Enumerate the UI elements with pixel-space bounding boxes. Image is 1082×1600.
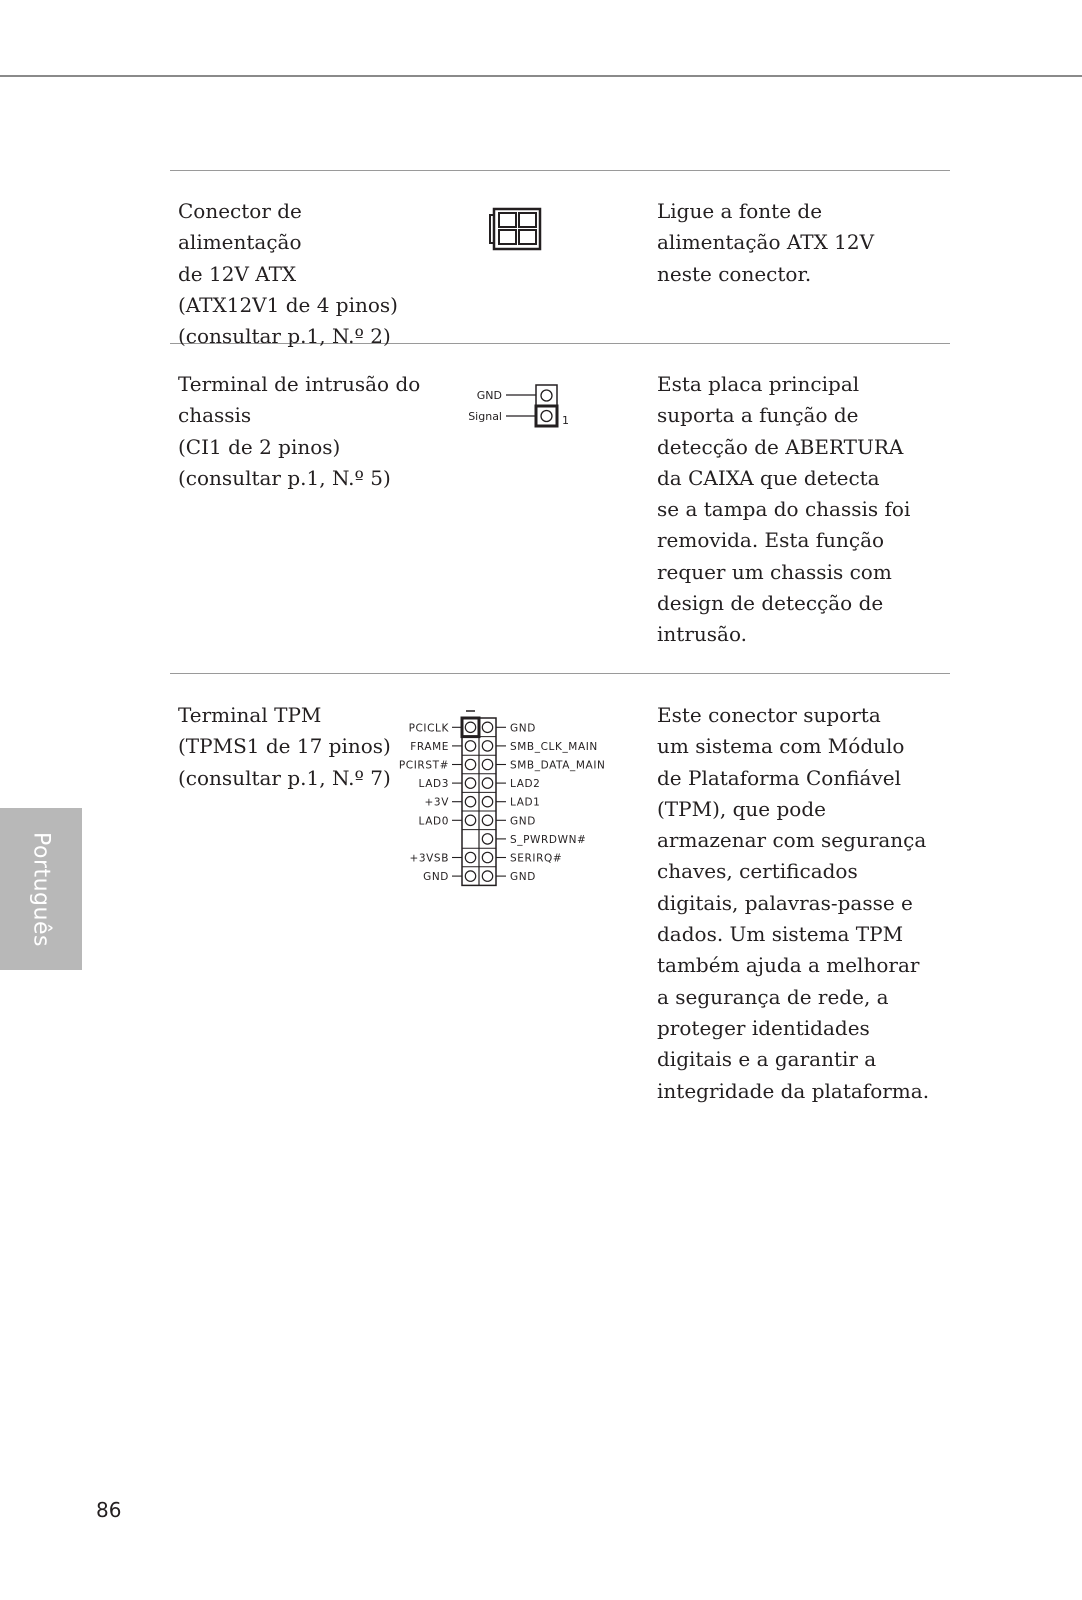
- tpm-pin-label-left: PCICLK: [408, 722, 449, 735]
- tpm-pin-label-right: SERIRQ#: [510, 852, 563, 865]
- tpm-pin: [465, 722, 475, 732]
- tpm-pin: [482, 778, 492, 788]
- tpm-pin-label-right: LAD1: [510, 796, 541, 809]
- connector-name-tpm: Terminal TPM (TPMS1 de 17 pinos) (consultar p.1, N.º 7): [178, 703, 391, 790]
- tpm-pin: [465, 797, 475, 807]
- tpm-17pin-header-diagram: [392, 710, 632, 892]
- tpm-pin: [482, 741, 492, 751]
- tpm-pin-label-right: LAD2: [510, 778, 541, 791]
- tpm-pin-label-left: GND: [423, 871, 449, 884]
- tpm-pin-label-left: FRAME: [410, 740, 449, 753]
- tpm-pin: [465, 741, 475, 751]
- chassis-intrusion-pin-diagram: [460, 382, 580, 434]
- tpm-pin: [465, 778, 475, 788]
- tpm-pin: [482, 815, 492, 825]
- tpm-pin-label-right: SMB_DATA_MAIN: [510, 759, 606, 772]
- tpm-pin: [482, 722, 492, 732]
- pin-label: GND: [476, 389, 502, 402]
- tpm-pin-label-left: PCIRST#: [398, 759, 449, 772]
- language-side-tab: [0, 808, 82, 970]
- table-rule: [170, 673, 950, 674]
- tpm-pin-label-right: GND: [510, 815, 536, 828]
- tpm-pin: [482, 759, 492, 769]
- tpm-pin: [465, 871, 475, 881]
- connector-description-chassis-intrusion: Esta placa principal suporta a função de detecção de ABERTURA da CAIXA que detecta se a tampa do chassis foi removida. Esta função requer um chassis com design de detecção de intrusão.: [657, 372, 911, 647]
- pin-label: Signal: [468, 410, 502, 423]
- connector-name-chassis-intrusion: Terminal de intrusão do chassis (CI1 de 2 pinos) (consultar p.1, N.º 5): [178, 372, 421, 490]
- tpm-pin-label-left: LAD3: [418, 778, 449, 791]
- connector-name-atx12v: Conector de alimentação de 12V ATX (ATX12V1 de 4 pinos) (consultar p.1, N.º 2): [178, 199, 398, 349]
- tpm-pin-label-right: S_PWRDWN#: [510, 833, 587, 846]
- connector-description-atx12v: Ligue a fonte de alimentação ATX 12V neste conector.: [657, 199, 875, 286]
- tpm-pin-label-right: GND: [510, 871, 536, 884]
- table-rule-top: [170, 170, 950, 171]
- tpm-pin: [482, 797, 492, 807]
- tpm-pin: [465, 815, 475, 825]
- tpm-pin: [482, 834, 492, 844]
- tpm-pin: [465, 852, 475, 862]
- tpm-pin: [482, 852, 492, 862]
- tpm-pin-label-left: +3V: [424, 796, 449, 809]
- tpm-pin-label-right: SMB_CLK_MAIN: [510, 740, 598, 753]
- tpm-pin-label-left: LAD0: [418, 815, 449, 828]
- tpm-pin: [482, 871, 492, 881]
- tpm-pin-label-left: +3VSB: [409, 852, 449, 865]
- tpm-pin: [465, 759, 475, 769]
- atx12v-4pin-connector-diagram: [488, 207, 544, 253]
- pin1-label: 1: [562, 414, 569, 427]
- tpm-pin-label-right: GND: [510, 722, 536, 735]
- header-rule: [0, 75, 1082, 77]
- connector-description-tpm: Este conector suporta um sistema com Módulo de Plataforma Confiável (TPM), que pode armazenar com segurança chaves, certificados digitais, palavras-passe e dados. Um sistema TPM também ajuda a melhorar a segurança de rede, a proteger identidades digitais e a garantir a integridade da plataforma.: [657, 703, 930, 1103]
- language-side-tab-label: Português: [28, 831, 54, 947]
- page-number: 86: [96, 1498, 122, 1522]
